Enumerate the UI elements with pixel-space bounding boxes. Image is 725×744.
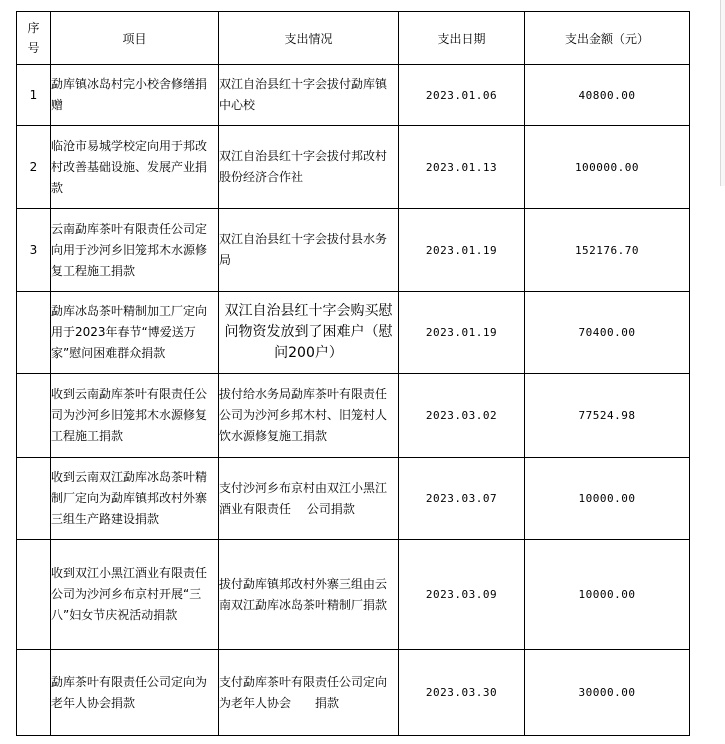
row-project: 收到双江小黑江酒业有限责任公司为沙河乡布京村开展“三八”妇女节庆祝活动捐款 (51, 540, 219, 650)
row-amount: 100000.00 (525, 126, 690, 209)
table-row (17, 374, 690, 458)
scrollbar-track[interactable] (720, 0, 725, 186)
row-seq: 1 (17, 65, 51, 126)
row-project: 收到云南双江勐库冰岛茶叶精制厂定向为勐库镇邦改村外寨三组生产路建设捐款 (51, 458, 219, 540)
row-date: 2023.03.02 (399, 374, 525, 458)
row-amount: 10000.00 (525, 458, 690, 540)
row-desc: 支付沙河乡布京村由双江小黑江酒业有限责任 公司捐款 (219, 458, 399, 540)
row-project: 勐库茶叶有限责任公司定向为老年人协会捐款 (51, 650, 219, 736)
row-seq (17, 374, 51, 458)
row-desc: 双江自治县红十字会拔付邦改村股份经济合作社 (219, 126, 399, 209)
row-date: 2023.03.30 (399, 650, 525, 736)
header-seq: 序号 (17, 12, 51, 65)
header-project: 项目 (51, 12, 219, 65)
row-date: 2023.01.06 (399, 65, 525, 126)
row-project: 云南勐库茶叶有限责任公司定向用于沙河乡旧笼邦木水源修复工程施工捐款 (51, 209, 219, 292)
row-date: 2023.03.07 (399, 458, 525, 540)
row-amount: 152176.70 (525, 209, 690, 292)
row-amount: 70400.00 (525, 292, 690, 374)
header-desc: 支出情况 (219, 12, 399, 65)
row-project: 临沧市易城学校定向用于邦改村改善基础设施、发展产业捐款 (51, 126, 219, 209)
row-date: 2023.01.13 (399, 126, 525, 209)
table-row (17, 292, 690, 374)
row-desc: 支付勐库茶叶有限责任公司定向为老年人协会 捐款 (219, 650, 399, 736)
row-amount: 10000.00 (525, 540, 690, 650)
row-seq (17, 458, 51, 540)
row-project: 勐库镇冰岛村完小校舍修缮捐赠 (51, 65, 219, 126)
table-row (17, 65, 690, 126)
header-amount: 支出金额（元） (525, 12, 690, 65)
donation-expense-table (16, 11, 690, 736)
row-desc: 双江自治县红十字会购买慰问物资发放到了困难户（慰问200户） (219, 292, 399, 374)
row-date: 2023.01.19 (399, 209, 525, 292)
row-seq: 2 (17, 126, 51, 209)
row-seq (17, 292, 51, 374)
row-seq: 3 (17, 209, 51, 292)
table-row (17, 126, 690, 209)
header-date: 支出日期 (399, 12, 525, 65)
row-amount: 30000.00 (525, 650, 690, 736)
row-seq (17, 650, 51, 736)
row-desc: 拔付勐库镇邦改村外寨三组由云南双江勐库冰岛茶叶精制厂捐款 (219, 540, 399, 650)
table-header-row (17, 12, 690, 65)
row-desc: 双江自治县红十字会拔付县水务局 (219, 209, 399, 292)
table-row (17, 209, 690, 292)
row-seq (17, 540, 51, 650)
table-row (17, 458, 690, 540)
row-desc: 双江自治县红十字会拔付勐库镇 中心校 (219, 65, 399, 126)
row-project: 收到云南勐库茶叶有限责任公司为沙河乡旧笼邦木水源修复工程施工捐款 (51, 374, 219, 458)
row-date: 2023.01.19 (399, 292, 525, 374)
table-row (17, 540, 690, 650)
row-date: 2023.03.09 (399, 540, 525, 650)
table-row (17, 650, 690, 736)
row-desc: 拔付给水务局勐库茶叶有限责任公司为沙河乡邦木村、旧笼村人饮水源修复施工捐款 (219, 374, 399, 458)
row-amount: 40800.00 (525, 65, 690, 126)
row-project: 勐库冰岛茶叶精制加工厂定向用于2023年春节“博爱送万家”慰问困难群众捐款 (51, 292, 219, 374)
row-amount: 77524.98 (525, 374, 690, 458)
